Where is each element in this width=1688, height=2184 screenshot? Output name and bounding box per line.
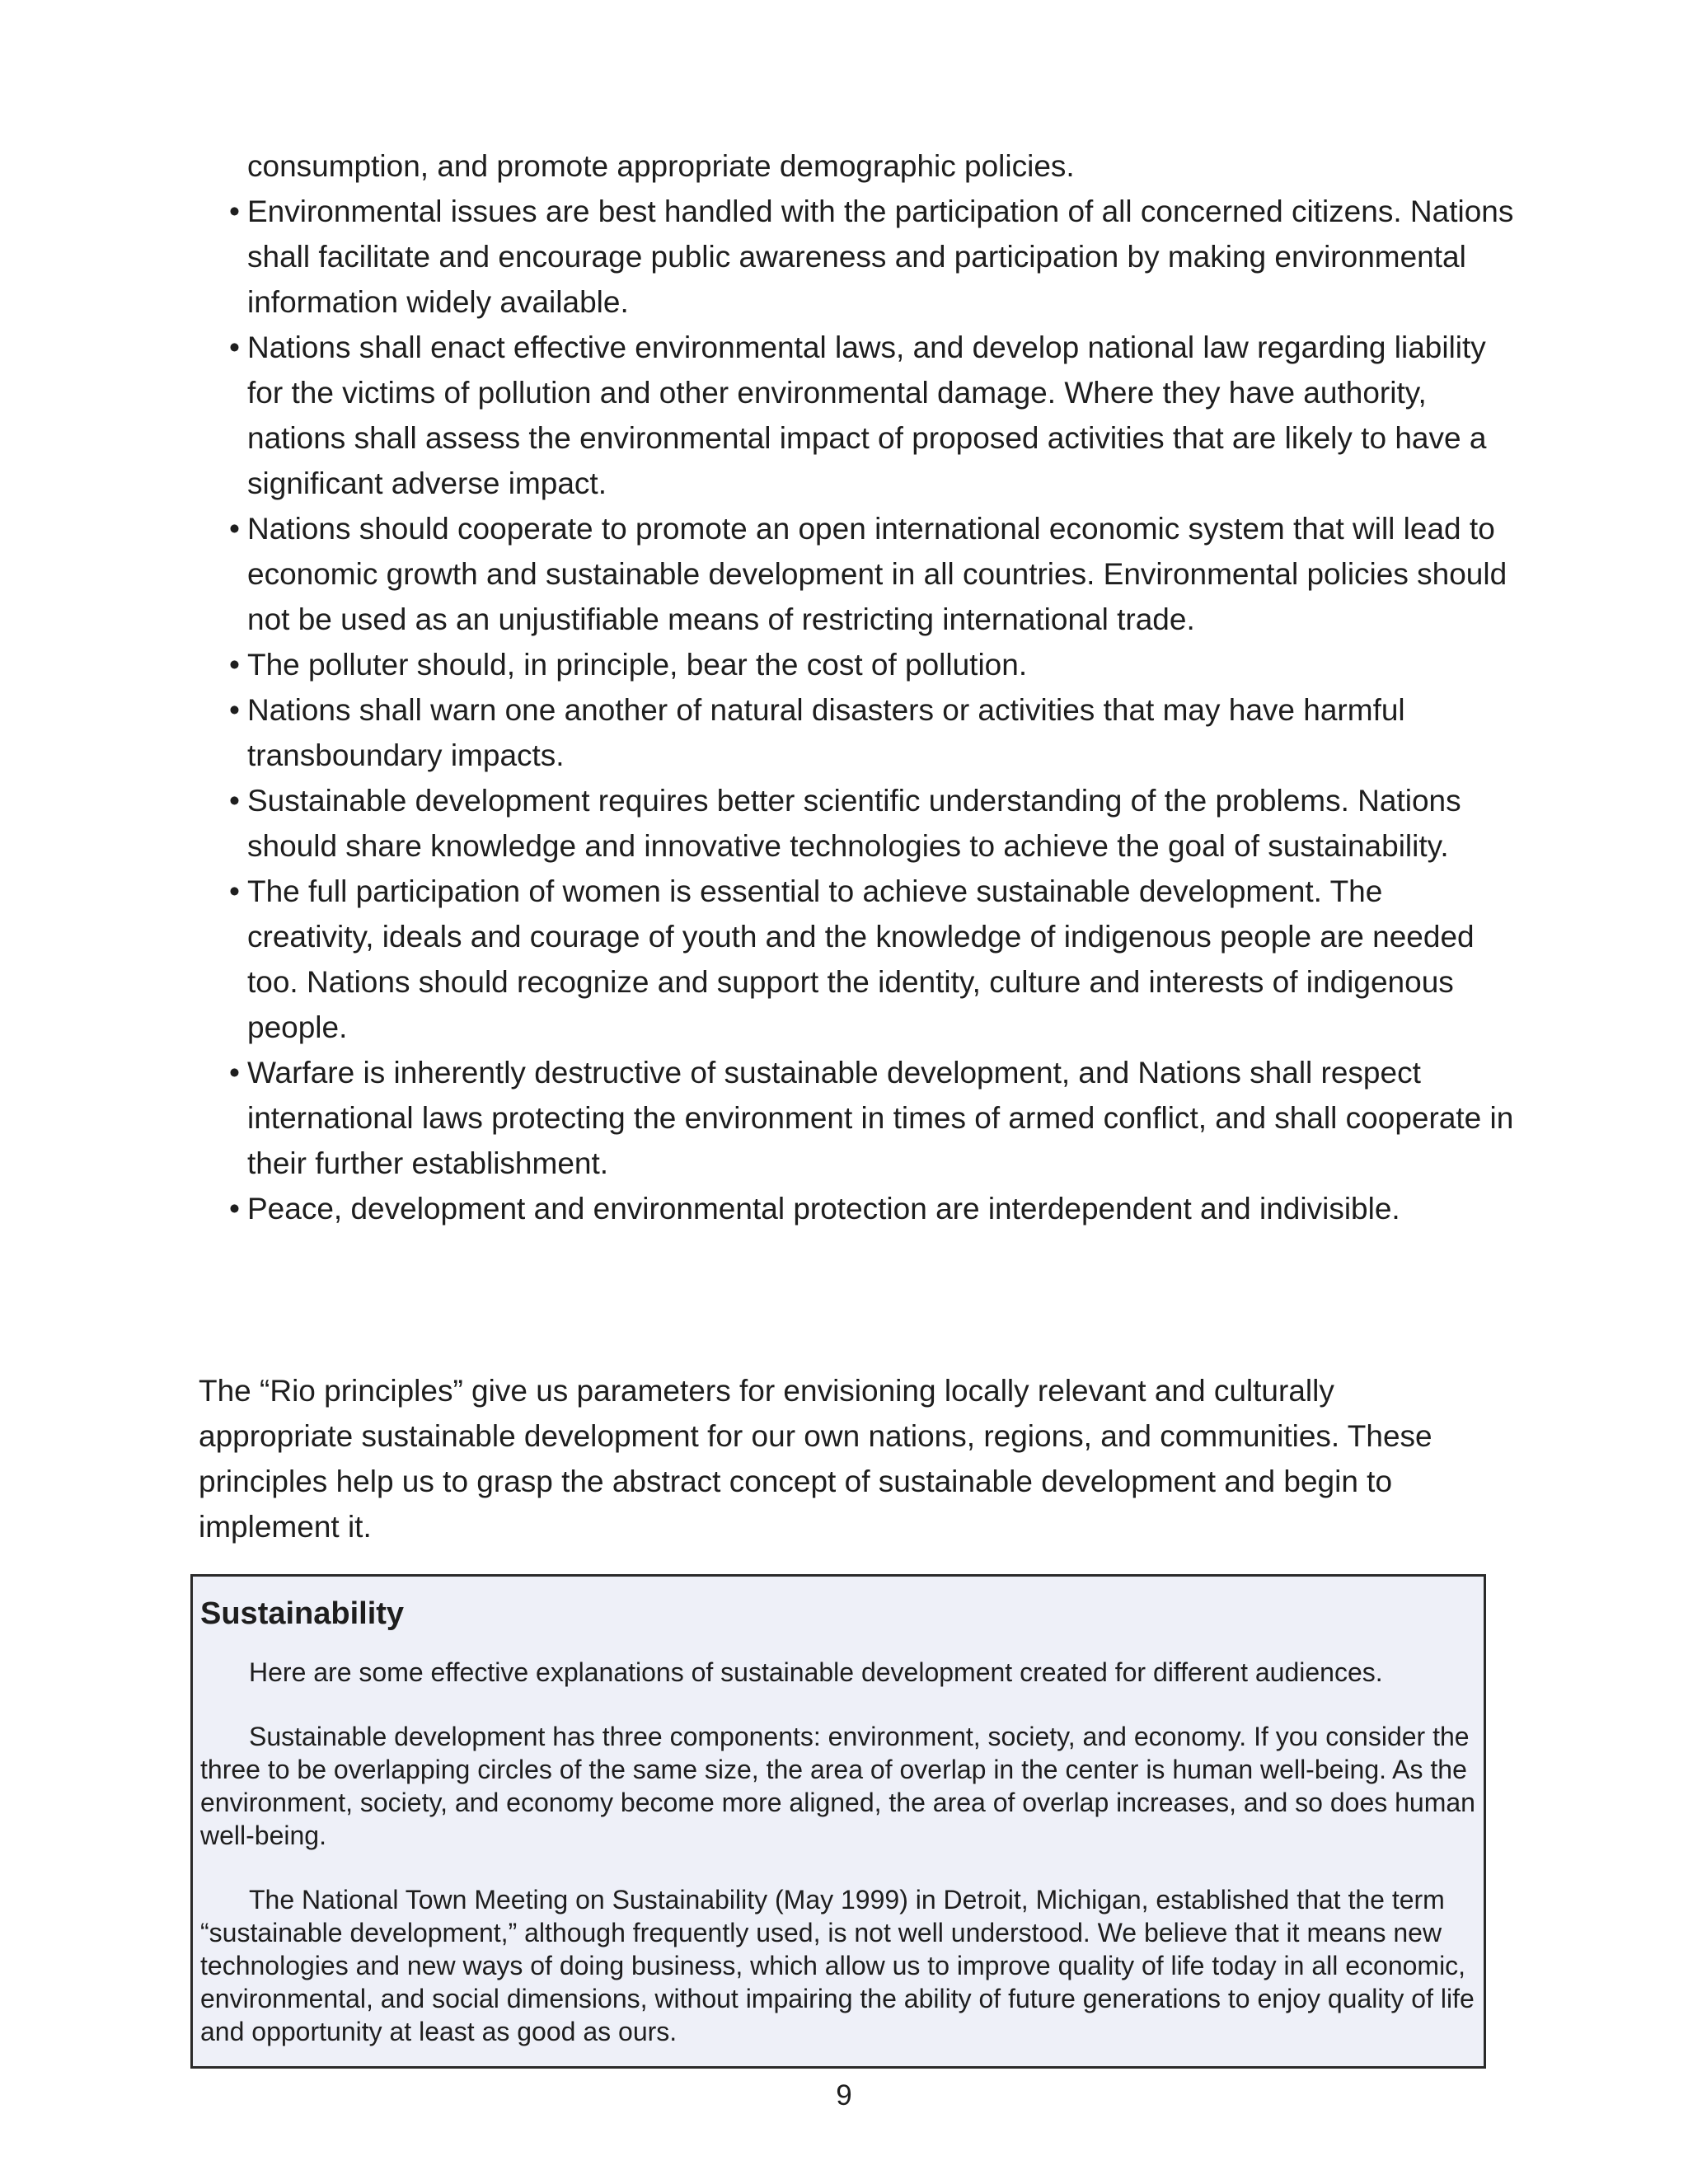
bullet-icon: • [229,194,240,228]
sidebar-title: Sustainability [200,1596,405,1631]
bullet-text: The full participation of women is essential to achieve sustainable development. The creativity, ideals and courage of youth and the knowledge of indigenous people are needed too. Nations should recognize and support the identity, culture and interests of indigenous people. [247,874,1475,1044]
bullet-item [231,642,1517,687]
sidebar-paragraph: Sustainable development has three components: environment, society, and economy. If you consider the three to be overlapping circles of the same size, the area of overlap in the center is human well-being. As the environment, society, and economy become more aligned, the area of overlap increases, and so does human well-being. [200,1722,1475,1850]
bullet-item [231,687,1517,778]
bullet-icon: • [229,1192,240,1226]
bullet-text: Sustainable development requires better scientific understanding of the problems. Nations should share knowledge and innovative technologies to achieve the goal of sustainability. [247,784,1461,863]
bullet-item [231,869,1517,1050]
bullet-icon: • [229,1056,240,1090]
bullet-text: Nations should cooperate to promote an open international economic system that will lead to economic growth and sustainable development in all countries. Environmental policies should not be used as an unjustifiable means of restricting international trade. [247,512,1507,636]
bullet-icon: • [229,784,240,818]
bullet-item [231,506,1517,642]
page-number: 9 [836,2079,852,2111]
sidebar-paragraph: The National Town Meeting on Sustainability (May 1999) in Detroit, Michigan, established that the term “sustainable development,” although frequently used, is not well understood. We believe that it means new technologies and new ways of doing business, which allow us to improve quality of life today in all economic, environmental, and social dimensions, without impairing the ability of future generations to enjoy quality of life and opportunity at least as good as ours. [200,1885,1475,2046]
bullet-text: Nations shall enact effective environmental laws, and develop national law regarding liability for the victims of pollution and other environmental damage. Where they have authority, nations shall assess the environmental impact of proposed activities that are likely to have a significant adverse impact. [247,330,1487,500]
bullet-item [231,1186,1517,1231]
bullet-icon: • [229,512,240,546]
sustainability-sidebar [190,1574,1486,2069]
bullet-text: Environmental issues are best handled with the participation of all concerned citizens. Nations shall facilitate and encourage public awareness and participation by making environmental information widely available. [247,194,1514,319]
bullet-icon: • [229,693,240,727]
bullet-icon: • [229,330,240,364]
bullet-icon: • [229,648,240,682]
bullet-icon: • [229,874,240,908]
bullet-text: Warfare is inherently destructive of sustainable development, and Nations shall respect international laws protecting the environment in times of armed conflict, and shall cooperate in their further establishment. [247,1056,1514,1180]
bullet-item [231,778,1517,869]
bullet-text: Nations shall warn one another of natural disasters or activities that may have harmful transboundary impacts. [247,693,1405,772]
rio-principles-list [231,143,1517,1231]
bullet-item [231,325,1517,506]
sidebar-intro: Here are some effective explanations of sustainable development created for different audiences. [249,1657,1383,1687]
rio-principles-paragraph: The “Rio principles” give us parameters for envisioning locally relevant and culturally appropriate sustainable development for our own nations, regions, and communities. These principles help us to grasp the abstract concept of sustainable development and begin to implement it. [199,1374,1432,1544]
bullet-text: The polluter should, in principle, bear the cost of pollution. [247,648,1028,682]
bullet-item [231,1050,1517,1186]
bullet-text: Peace, development and environmental protection are interdependent and indivisible. [247,1192,1400,1226]
continued-text: consumption, and promote appropriate demographic policies. [247,149,1075,183]
bullet-item [231,189,1517,325]
